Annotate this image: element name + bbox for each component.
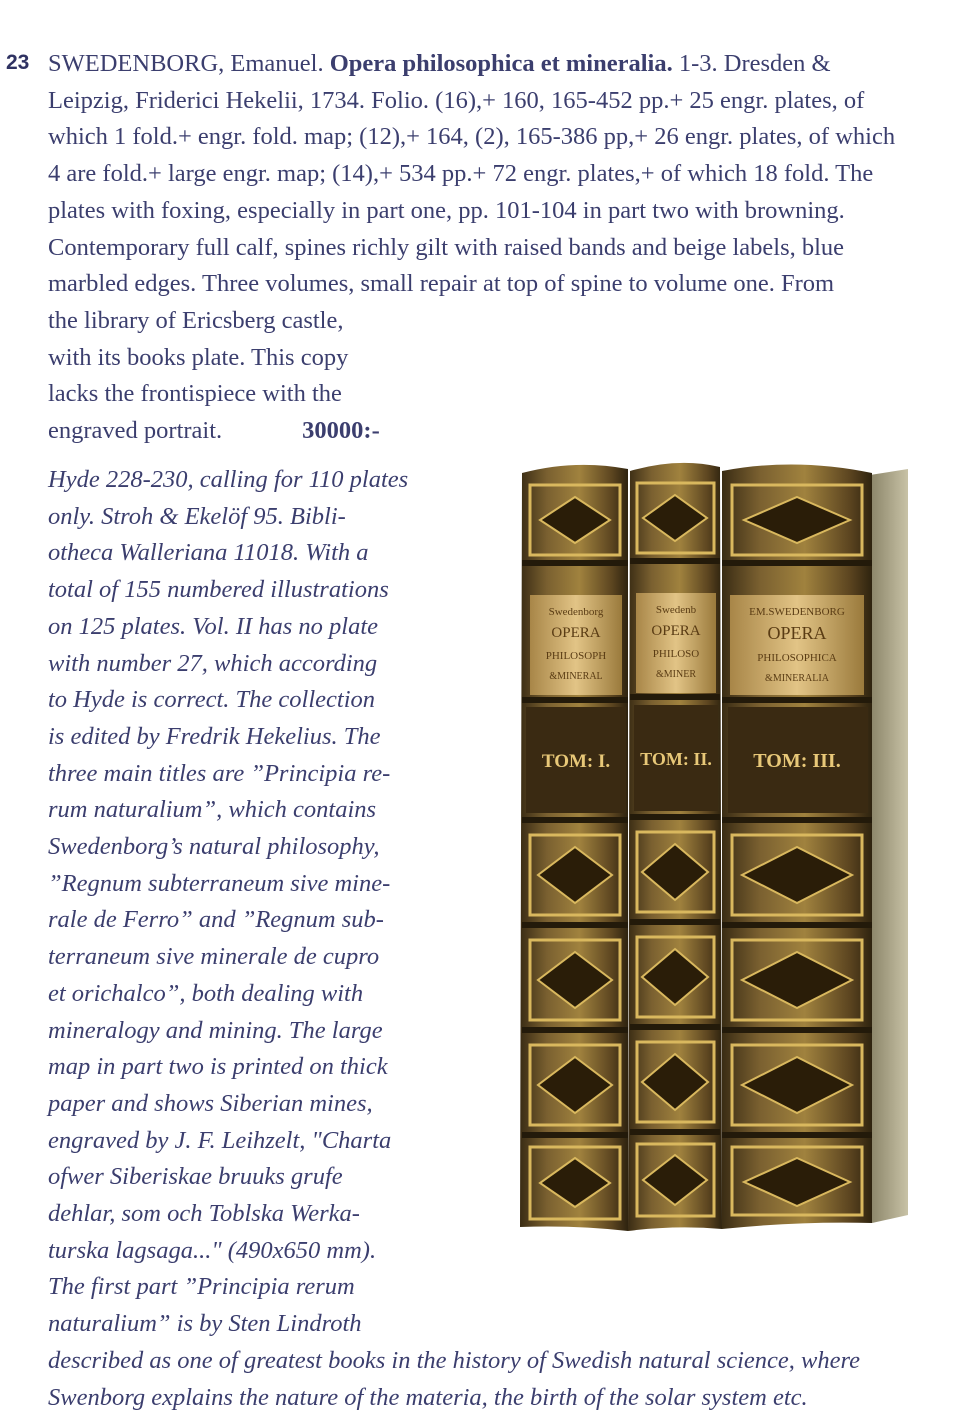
note-line: map in part two is printed on thick <box>48 1053 388 1081</box>
entry-line-2: Leipzig, Friderici Hekelii, 1734. Folio. (16),+ 160, 165-452 pp.+ 25 engr. plates, of <box>48 86 865 114</box>
note-line: naturalium” is by Sten Lindroth <box>48 1310 362 1338</box>
note-line: turska lagsaga..." (490x650 mm). <box>48 1236 377 1264</box>
entry-line-9: with its books plate. This copy <box>48 343 349 371</box>
label-text: Swedenborg <box>548 606 604 618</box>
label-text: EM.SWEDENBORG <box>749 606 845 618</box>
note-line: rale de Ferro” and ”Regnum sub- <box>48 906 384 934</box>
volume-label: TOM: III. <box>753 750 841 772</box>
note-line: paper and shows Siberian mines, <box>48 1089 373 1117</box>
note-line: to Hyde is correct. The collection <box>48 686 376 714</box>
entry-line-11 <box>48 413 948 450</box>
entry-line-5: plates with foxing, especially in part one, pp. 101-104 in part two with browning. <box>48 196 845 224</box>
entry-line-7: marbled edges. Three volumes, small repair at top of spine to volume one. From <box>48 270 835 298</box>
label-text: OPERA <box>551 625 601 641</box>
note-line: The first part ”Principia rerum <box>48 1273 355 1301</box>
book-title: Opera philosophica et mineralia. <box>329 50 673 77</box>
note-line: mineralogy and mining. The large <box>48 1016 383 1044</box>
note-line: described as one of greatest books in the history of Swedish natural science, where <box>48 1346 861 1374</box>
note-line: is edited by Fredrik Hekelius. The <box>48 722 381 750</box>
spine-volume-1 <box>520 465 628 1231</box>
label-text: Swedenb <box>655 604 697 616</box>
page-edge <box>870 469 908 1223</box>
label-text: OPERA <box>767 623 827 643</box>
note-line: otheca Walleriana 11018. With a <box>48 539 369 567</box>
note-line: et orichalco”, both dealing with <box>48 979 364 1007</box>
book-spines-photo <box>500 455 920 1235</box>
entry-line-6: Contemporary full calf, spines richly gilt with raised bands and beige labels, blue <box>48 233 845 261</box>
note-line: Swedenborg’s natural philosophy, <box>48 833 380 861</box>
lot-number: 23 <box>6 51 30 74</box>
entry-line-8: the library of Ericsberg castle, <box>48 306 344 334</box>
catalogue-entry <box>48 46 948 450</box>
note-line: Swenborg explains the nature of the materia, the birth of the solar system etc. <box>48 1383 808 1411</box>
note-line: dehlar, som och Toblska Werka- <box>48 1200 360 1228</box>
volume-label: TOM: I. <box>541 751 611 772</box>
label-text: &MINER <box>656 669 696 680</box>
spine-volume-2 <box>628 463 722 1231</box>
note-line: with number 27, which according <box>48 649 378 677</box>
imprint-start: 1-3. Dresden & <box>678 50 831 77</box>
label-text: OPERA <box>651 623 701 639</box>
note-line: Hyde 228-230, calling for 110 plates <box>48 466 409 493</box>
entry-line-3: which 1 fold.+ engr. fold. map; (12),+ 164, (2), 165-386 pp,+ 26 engr. plates, of which <box>48 123 896 151</box>
note-line: total of 155 numbered illustrations <box>48 576 389 604</box>
note-line: on 125 plates. Vol. II has no plate <box>48 612 379 640</box>
note-line: ”Regnum subterraneum sive mine- <box>48 869 391 897</box>
note-line: three main titles are ”Principia re- <box>48 759 391 787</box>
note-line: only. Stroh & Ekelöf 95. Bibli- <box>48 502 346 530</box>
note-line: ofwer Siberiskae bruuks grufe <box>48 1163 343 1191</box>
label-text: PHILOSO <box>652 648 700 660</box>
entry-line-1 <box>48 46 948 83</box>
spine-volume-3 <box>722 464 872 1229</box>
volume-label: TOM: II. <box>640 749 712 769</box>
author: SWEDENBORG, Emanuel. <box>48 50 324 77</box>
entry-line-10: lacks the frontispiece with the <box>48 380 342 408</box>
note-line: terraneum sive minerale de cupro <box>48 943 380 971</box>
label-text: &MINERAL <box>549 671 603 682</box>
label-text: PHILOSOPHICA <box>757 652 837 664</box>
entry-line-4: 4 are fold.+ large engr. map; (14),+ 534 pp.+ 72 engr. plates,+ of which 18 fold. The <box>48 160 874 188</box>
label-text: PHILOSOPH <box>545 650 607 662</box>
entry-line-11-text: engraved portrait. <box>48 417 223 445</box>
note-line: engraved by J. F. Leihzelt, "Charta <box>48 1126 392 1154</box>
price: 30000:- <box>302 417 380 445</box>
note-line: rum naturalium”, which contains <box>48 796 377 824</box>
label-text: &MINERALIA <box>765 673 829 684</box>
